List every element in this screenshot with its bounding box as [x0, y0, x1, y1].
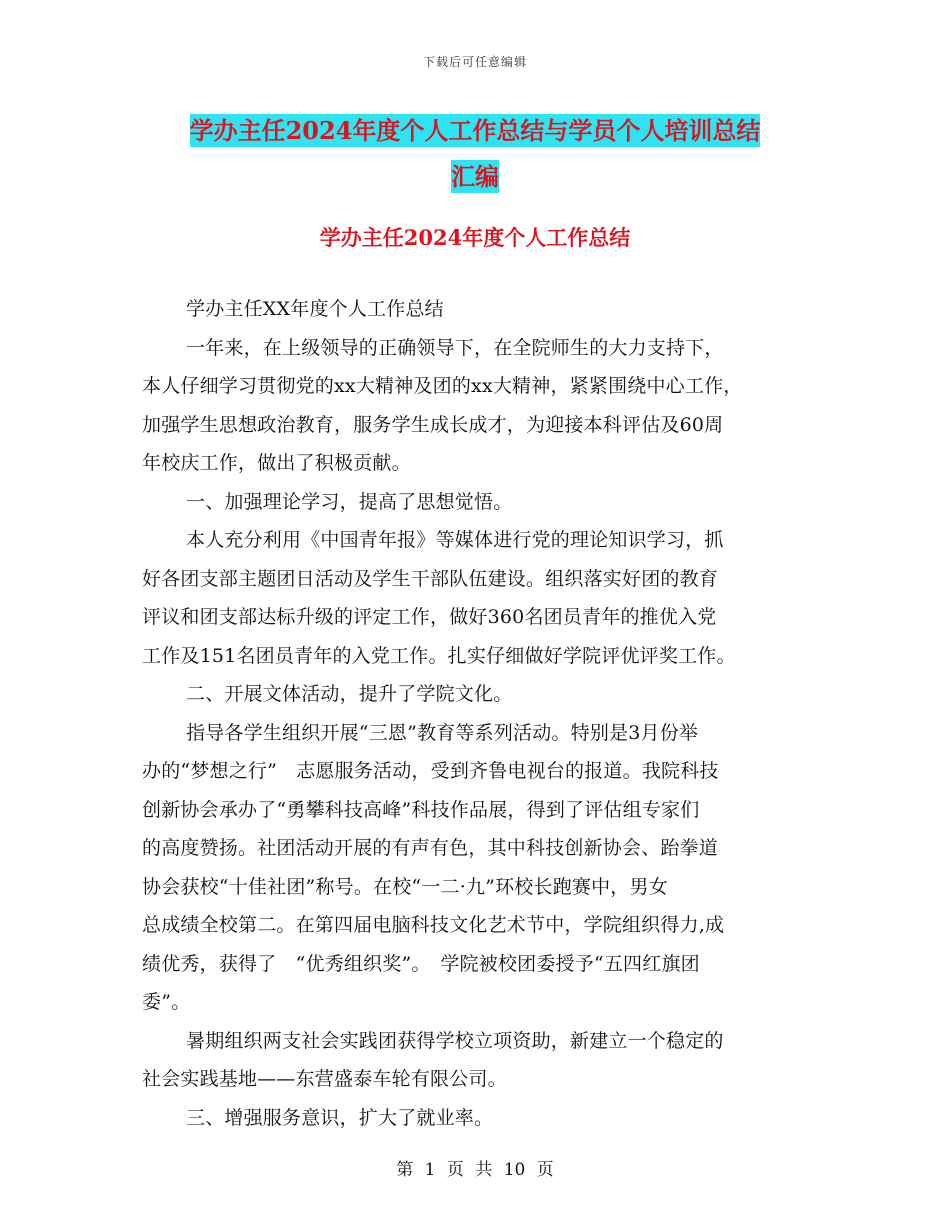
- text-line: 本人仔细学习贯彻党的xx大精神及团的xx大精神，紧紧围绕中心工作，: [142, 375, 743, 397]
- title-line-2: 汇编: [451, 162, 499, 191]
- text-line: 工作及151名团员青年的入党工作。扎实仔细做好学院评优评奖工作。: [142, 644, 736, 667]
- text-line: 评议和团支部达标升级的评定工作，做好360名团员青年的推优入党: [142, 606, 717, 628]
- text-line: 三、增强服务意识，扩大了就业率。: [186, 1106, 494, 1129]
- section-title: 学办主任2024年度个人工作总结: [319, 225, 631, 250]
- text-line: 总成绩全校第二。在第四届电脑科技文化艺术节中，学院组织得力,成: [142, 914, 725, 936]
- text-line: 加强学生思想政治教育，服务学生成长成才，为迎接本科评估及60周: [142, 413, 724, 436]
- body-text: [142, 290, 810, 1137]
- text-line: 绩优秀，获得了 “优秀组织奖”。 学院被校团委授予“五四红旗团: [142, 952, 700, 975]
- text-line: 创新协会承办了“勇攀科技高峰”科技作品展，得到了评估组专家们: [142, 798, 700, 821]
- header-note: 下载后可任意编辑: [422, 55, 527, 69]
- document-title: [0, 108, 950, 200]
- text-line: 协会获校“十佳社团”称号。在校“一二·九”环校长跑赛中，男女: [142, 875, 668, 898]
- text-line: 一年来，在上级领导的正确领导下，在全院师生的大力支持下，: [186, 336, 724, 359]
- text-line: 暑期组织两支社会实践团获得学校立项资助，新建立一个稳定的: [186, 1029, 724, 1052]
- text-line: 二、开展文体活动，提升了学院文化。: [186, 683, 513, 705]
- text-line: 学办主任XX年度个人工作总结: [186, 298, 444, 320]
- title-line-1: 学办主任2024年度个人工作总结与学员个人培训总结: [189, 116, 761, 145]
- text-line: 委”。: [142, 991, 191, 1013]
- page-footer: 第 1 页 共 10 页: [396, 1160, 554, 1180]
- text-line: 一、加强理论学习，提高了思想觉悟。: [186, 490, 513, 513]
- text-line: 年校庆工作，做出了积极贡献。: [142, 452, 411, 474]
- text-line: 本人充分利用《中国青年报》等媒体进行党的理论知识学习，抓: [186, 529, 724, 551]
- text-line: 好各团支部主题团日活动及学生干部队伍建设。组织落实好团的教育: [142, 567, 719, 590]
- text-line: 指导各学生组织开展“三恩”教育等系列活动。特别是3月份举: [186, 721, 699, 744]
- text-line: 办的“梦想之行” 志愿服务活动，受到齐鲁电视台的报道。我院科技: [142, 760, 719, 782]
- text-line: 社会实践基地——东营盛泰车轮有限公司。: [142, 1068, 507, 1090]
- text-line: 的高度赞扬。社团活动开展的有声有色，其中科技创新协会、跆拳道: [142, 837, 719, 859]
